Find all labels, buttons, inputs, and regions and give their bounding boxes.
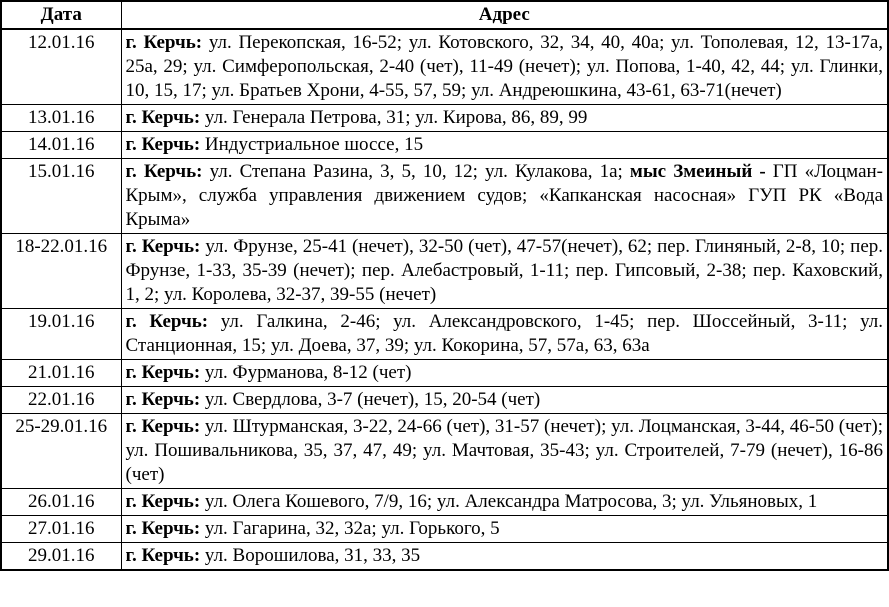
city-label: г. Керчь:: [125, 311, 209, 332]
address-column-header: Адрес: [121, 1, 888, 29]
address-text: ул. Фрунзе, 25-41 (нечет), 32-50 (чет), 47-57(нечет), 62; пер. Глиняный, 2-8, 10; пер. Фрунзе, 1-33, 35-39 (нечет); пер. Алебастровый, 1-11; пер. Гипсовый, 2-38; пер. Каховский, 1, 2; ул. Королева, 32-37, 39-55 (нечет): [125, 236, 884, 305]
address-cell: [121, 414, 888, 489]
table-row: [1, 489, 888, 516]
address-text: ул. Перекопская, 16-52; ул. Котовского, 32, 34, 40, 40а; ул. Тополевая, 12, 13-17а, 25а, 29; ул. Симферопольская, 2-40 (чет), 11-49 (нечет); ул. Попова, 1-40, 42, 44; ул. Глинки, 10, 15, 17; ул. Братьев Хрони, 4-55, 57, 59; ул. Андреюшкина, 43-61, 63-71(нечет): [125, 32, 884, 101]
city-label: г. Керчь:: [125, 134, 201, 155]
address-text: Индустриальное шоссе, 15: [200, 134, 424, 155]
address-text: ул. Гагарина, 32, 32а; ул. Горького, 5: [200, 518, 500, 539]
address-text: ул. Штурманская, 3-22, 24-66 (чет), 31-57 (нечет); ул. Лоцманская, 3-44, 46-50 (чет); ул. Пошивальникова, 35, 37, 47, 49; ул. Мачтовая, 35-43; ул. Строителей, 7-79 (нечет), 16-86 (чет): [125, 416, 884, 485]
table-row: [1, 132, 888, 159]
date-cell: 19.01.16: [1, 309, 121, 360]
address-cell: [121, 360, 888, 387]
city-label: г. Керчь:: [125, 362, 201, 383]
header-row: [1, 1, 888, 29]
table-row: [1, 234, 888, 309]
city-label: г. Керчь:: [125, 518, 201, 539]
address-bold-text: мыс Змеиный -: [629, 161, 773, 182]
address-text: ул. Галкина, 2-46; ул. Александровского, 1-45; пер. Шоссейный, 3-11; ул. Станционная, 15; ул. Доева, 37, 39; ул. Кокорина, 57, 57а, 63, 63а: [125, 311, 883, 356]
city-label: г. Керчь:: [125, 545, 201, 566]
table-row: [1, 159, 888, 234]
address-cell: [121, 489, 888, 516]
date-cell: 26.01.16: [1, 489, 121, 516]
date-cell: 14.01.16: [1, 132, 121, 159]
address-text: ул. Олега Кошевого, 7/9, 16; ул. Александра Матросова, 3; ул. Ульяновых, 1: [200, 491, 818, 512]
address-text: ул. Свердлова, 3-7 (нечет), 15, 20-54 (чет): [200, 389, 541, 410]
city-label: г. Керчь:: [125, 161, 203, 182]
city-label: г. Керчь:: [125, 107, 201, 128]
address-text: ул. Генерала Петрова, 31; ул. Кирова, 86, 89, 99: [200, 107, 588, 128]
address-cell: [121, 159, 888, 234]
address-text: ул. Фурманова, 8-12 (чет): [200, 362, 412, 383]
date-column-header: Дата: [1, 1, 121, 29]
address-text-2: ГП «Лоцман-Крым», служба управления движением судов; «Капканская насосная» ГУП РК «Вода Крыма»: [125, 161, 883, 230]
date-cell: 12.01.16: [1, 29, 121, 105]
date-cell: 18-22.01.16: [1, 234, 121, 309]
address-cell: [121, 29, 888, 105]
address-cell: [121, 309, 888, 360]
table-row: [1, 360, 888, 387]
address-text: ул. Степана Разина, 3, 5, 10, 12; ул. Кулакова, 1а;: [202, 161, 630, 182]
date-cell: 21.01.16: [1, 360, 121, 387]
city-label: г. Керчь:: [125, 236, 201, 257]
address-text: ул. Ворошилова, 31, 33, 35: [200, 545, 421, 566]
address-cell: [121, 516, 888, 543]
city-label: г. Керчь:: [125, 389, 201, 410]
date-cell: 27.01.16: [1, 516, 121, 543]
address-cell: [121, 543, 888, 571]
date-cell: 15.01.16: [1, 159, 121, 234]
table-row: [1, 543, 888, 571]
city-label: г. Керчь:: [125, 32, 203, 53]
table-row: [1, 387, 888, 414]
city-label: г. Керчь:: [125, 416, 201, 437]
address-cell: [121, 132, 888, 159]
address-cell: [121, 387, 888, 414]
address-cell: [121, 105, 888, 132]
table-row: [1, 516, 888, 543]
date-cell: 13.01.16: [1, 105, 121, 132]
date-cell: 25-29.01.16: [1, 414, 121, 489]
date-cell: 29.01.16: [1, 543, 121, 571]
date-cell: 22.01.16: [1, 387, 121, 414]
table-row: [1, 309, 888, 360]
table-row: [1, 29, 888, 105]
address-cell: [121, 234, 888, 309]
table-row: [1, 105, 888, 132]
city-label: г. Керчь:: [125, 491, 201, 512]
table-row: [1, 414, 888, 489]
